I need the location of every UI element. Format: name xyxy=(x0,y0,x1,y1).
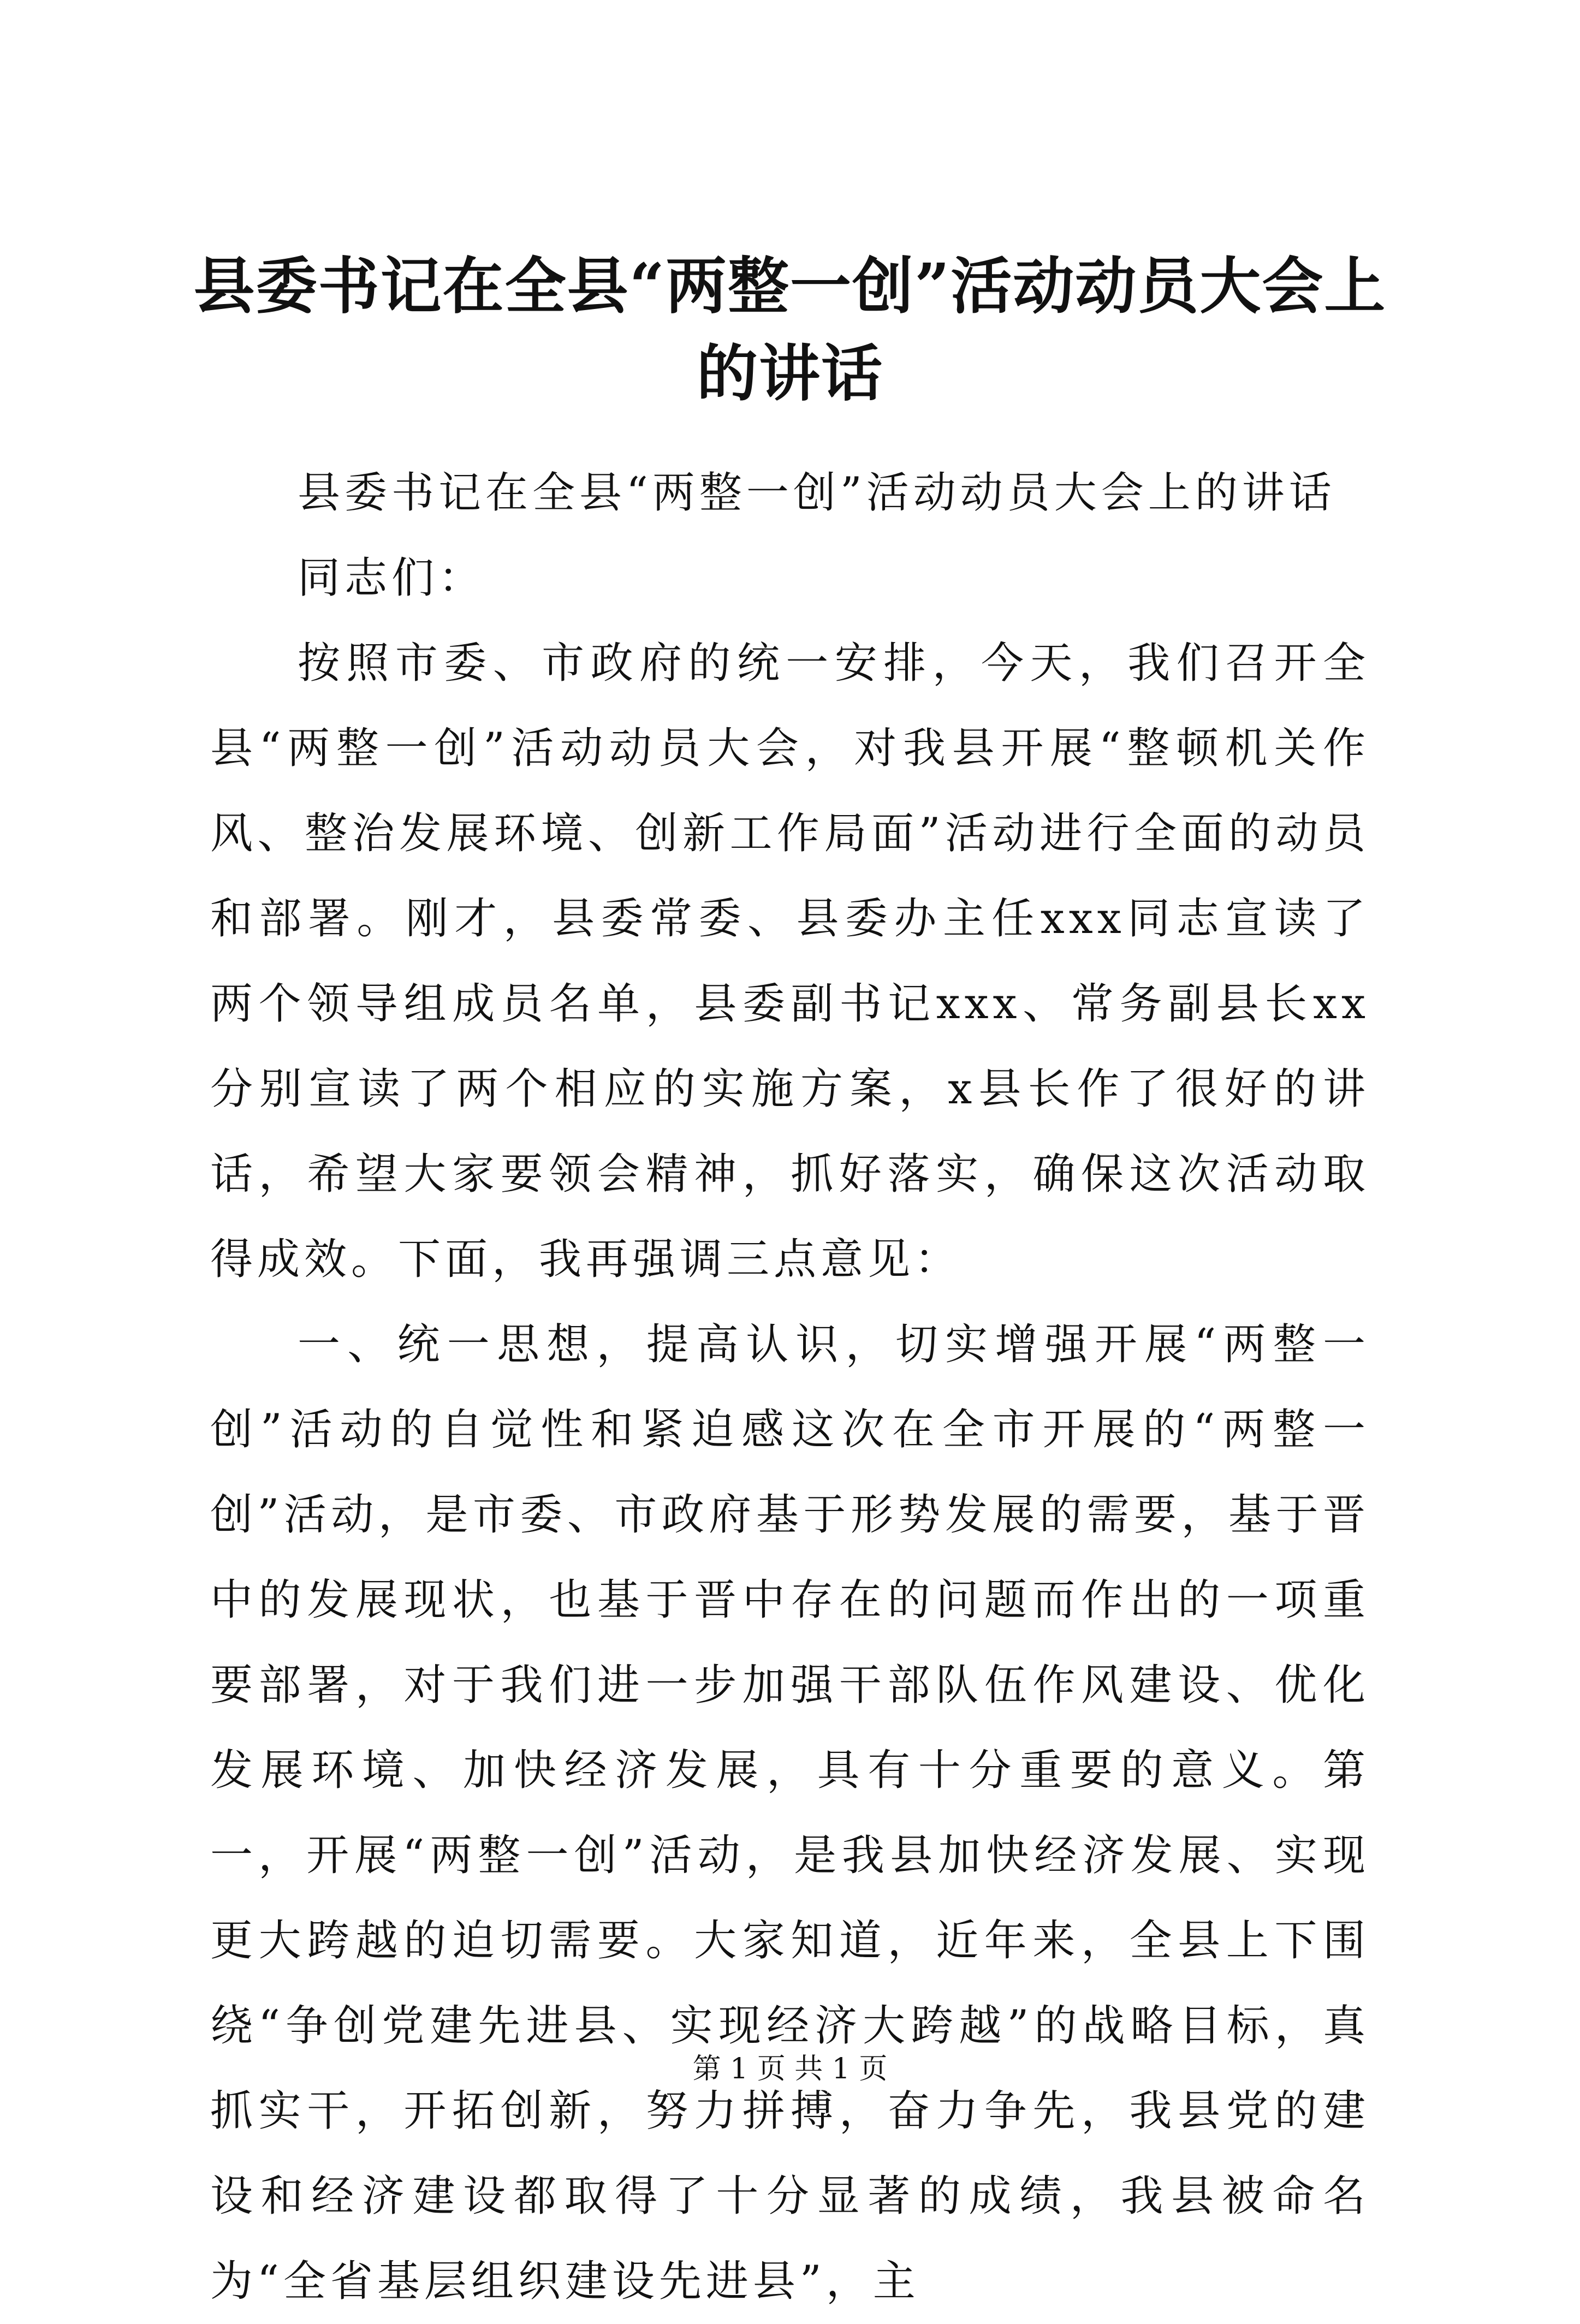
subtitle-paragraph: 县委书记在全县“两整一创”活动动员大会上的讲话 xyxy=(298,468,1336,518)
page-footer: 第 1 页 共 1 页 xyxy=(692,2053,888,2085)
document-title: 县委书记在全县“两整一创”活动动员大会上的讲话 xyxy=(193,251,1387,409)
section-one-paragraph: 一、统一思想，提高认识，切实增强开展“两整一创”活动的自觉性和紧迫感这次在全市开展的“两整一创”活动，是市委、市政府基于形势发展的需要，基于晋中的发展现状，也基于晋中存在的问题而作出的一项重要部署，对于我们进一步加强干部队伍作风建设、优化发展环境、加快经济发展，具有十分重要的意义。第一，开展“两整一创”活动，是我县加快经济发展、实现更大跨越的迫切需要。大家知道，近年来，全县上下围绕“争创党建先进县、实现经济大跨越”的战略目标，真抓实干，开拓创新，努力拼搏，奋力争先，我县党的建设和经济建设都取得了十分显著的成绩，我县被命名为“全省基层组织建设先进县”，主 xyxy=(210,1320,1370,2306)
salutation-paragraph: 同志们： xyxy=(298,554,486,603)
document-body xyxy=(210,450,1370,2324)
intro-paragraph: 按照市委、市政府的统一安排，今天，我们召开全县“两整一创”活动动员大会，对我县开展“整顿机关作风、整治发展环境、创新工作局面”活动进行全面的动员和部署。刚才，县委常委、县委办主任xxx同志宣读了两个领导组成员名单，县委副书记xxx、常务副县长xx分别宣读了两个相应的实施方案，x县长作了很好的讲话，希望大家要领会精神，抓好落实，确保这次活动取得成效。下面，我再强调三点意见： xyxy=(210,639,1370,1284)
